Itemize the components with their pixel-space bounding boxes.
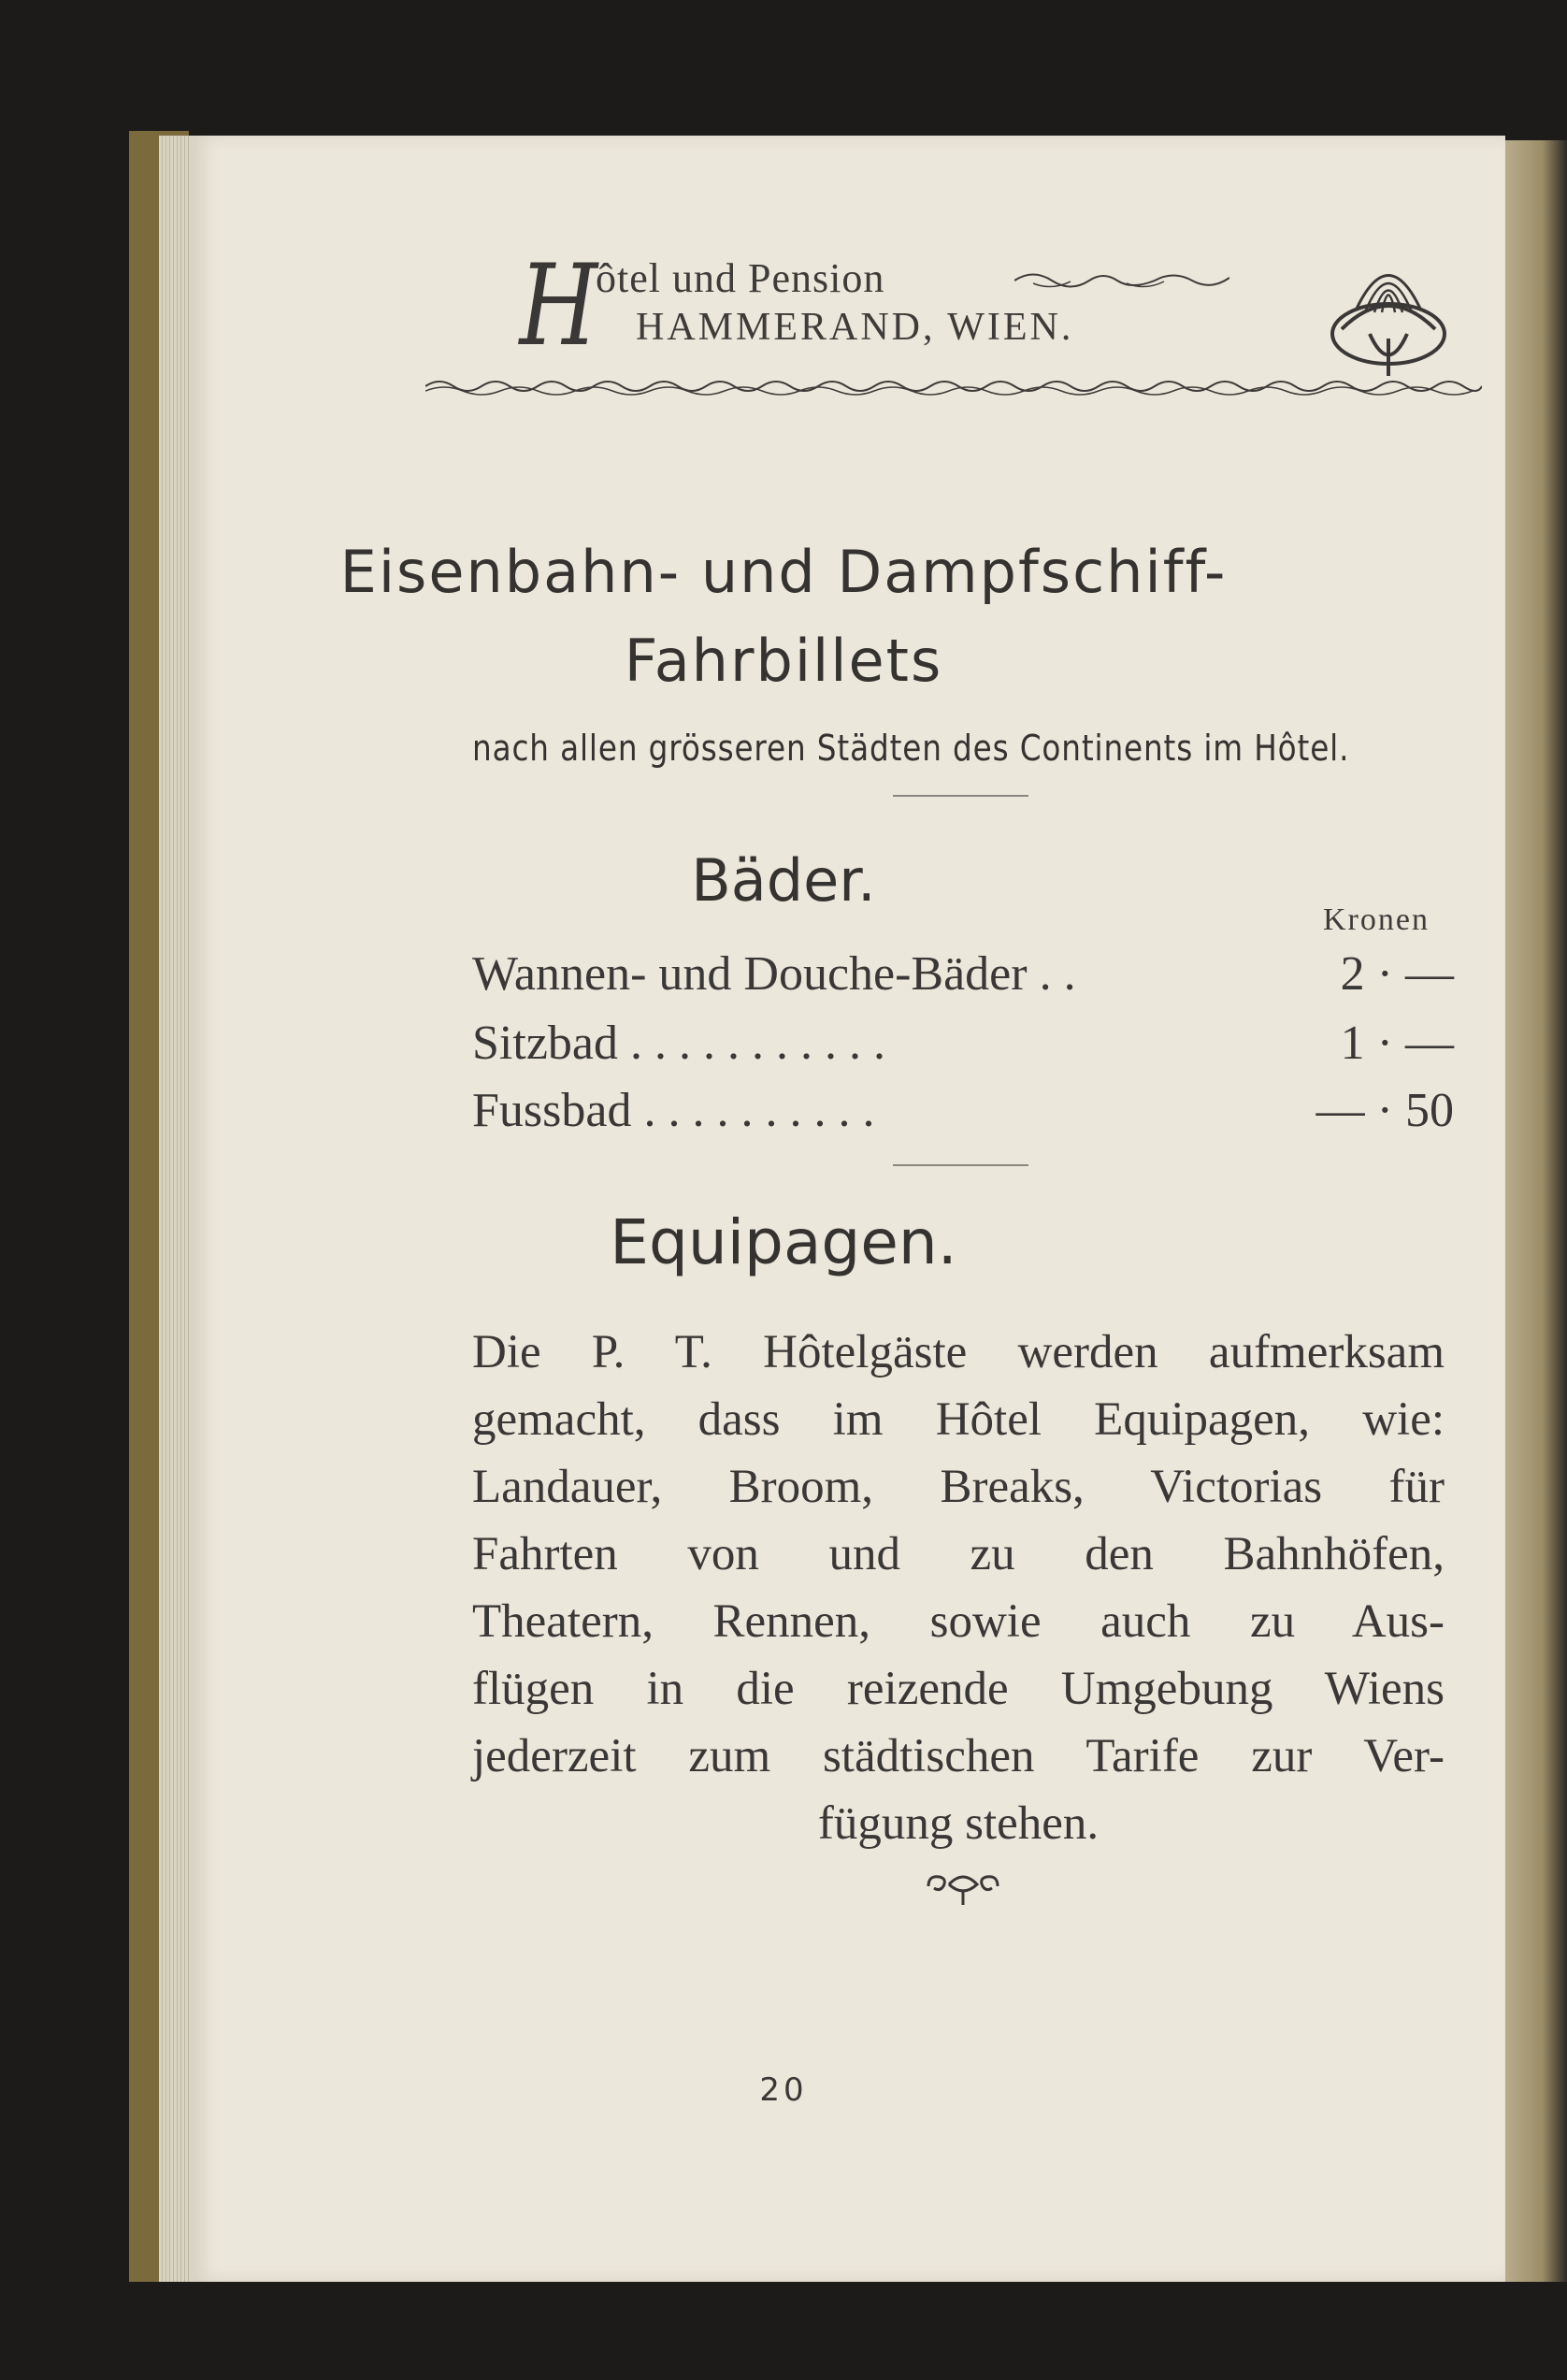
section-divider: [893, 795, 1028, 797]
price-value: 2 · —: [1340, 947, 1454, 1001]
price-value: — · 50: [1315, 1084, 1454, 1137]
header-line-1: ôtel und Pension: [596, 255, 885, 301]
paragraph-line: flügen in die reizende Umgebung Wiens: [472, 1663, 1445, 1715]
tickets-title-line-2: Fahrbillets: [624, 627, 943, 695]
carriages-title: Equipagen.: [610, 1206, 957, 1278]
currency-header: Kronen: [1323, 902, 1430, 937]
price-label: Wannen- und Douche-Bäder . .: [472, 947, 1076, 1001]
price-value: 1 · —: [1340, 1017, 1454, 1070]
section-divider: [893, 1164, 1028, 1166]
paragraph-line: Die P. T. Hôtelgäste werden aufmerksam: [472, 1326, 1445, 1378]
crown-emblem-icon: [1318, 245, 1459, 385]
price-label: Fussbad . . . . . . . . . .: [472, 1084, 875, 1137]
header-wavy-rule: [425, 372, 1482, 400]
baths-title: Bäder.: [691, 846, 876, 915]
tickets-title-line-1: Eisenbahn- und Dampfschiff-: [339, 538, 1228, 606]
paragraph-line: Landauer, Broom, Breaks, Victorias für: [472, 1461, 1445, 1513]
paragraph-line: Fahrten von und zu den Bahnhöfen,: [472, 1528, 1445, 1580]
header-line-2: HAMMERAND, WIEN.: [636, 306, 1074, 349]
paragraph-line: gemacht, dass im Hôtel Equipagen, wie:: [472, 1393, 1445, 1446]
header-initial: H: [519, 241, 598, 371]
paragraph-line: fügung stehen.: [817, 1797, 1100, 1850]
tickets-subline: nach allen grösseren Städten des Continents im Hôtel.: [472, 728, 1350, 769]
page-number: 20: [759, 2071, 808, 2109]
paragraph-line: Theatern, Rennen, sowie auch zu Aus-: [472, 1595, 1445, 1648]
carriages-paragraph: [472, 1319, 1445, 1857]
ornament-icon: [921, 1866, 1005, 1908]
price-label: Sitzbad . . . . . . . . . . .: [472, 1017, 885, 1070]
flourish-icon: [1014, 267, 1229, 295]
paragraph-line: jederzeit zum städtischen Tarife zur Ver-: [472, 1730, 1445, 1782]
